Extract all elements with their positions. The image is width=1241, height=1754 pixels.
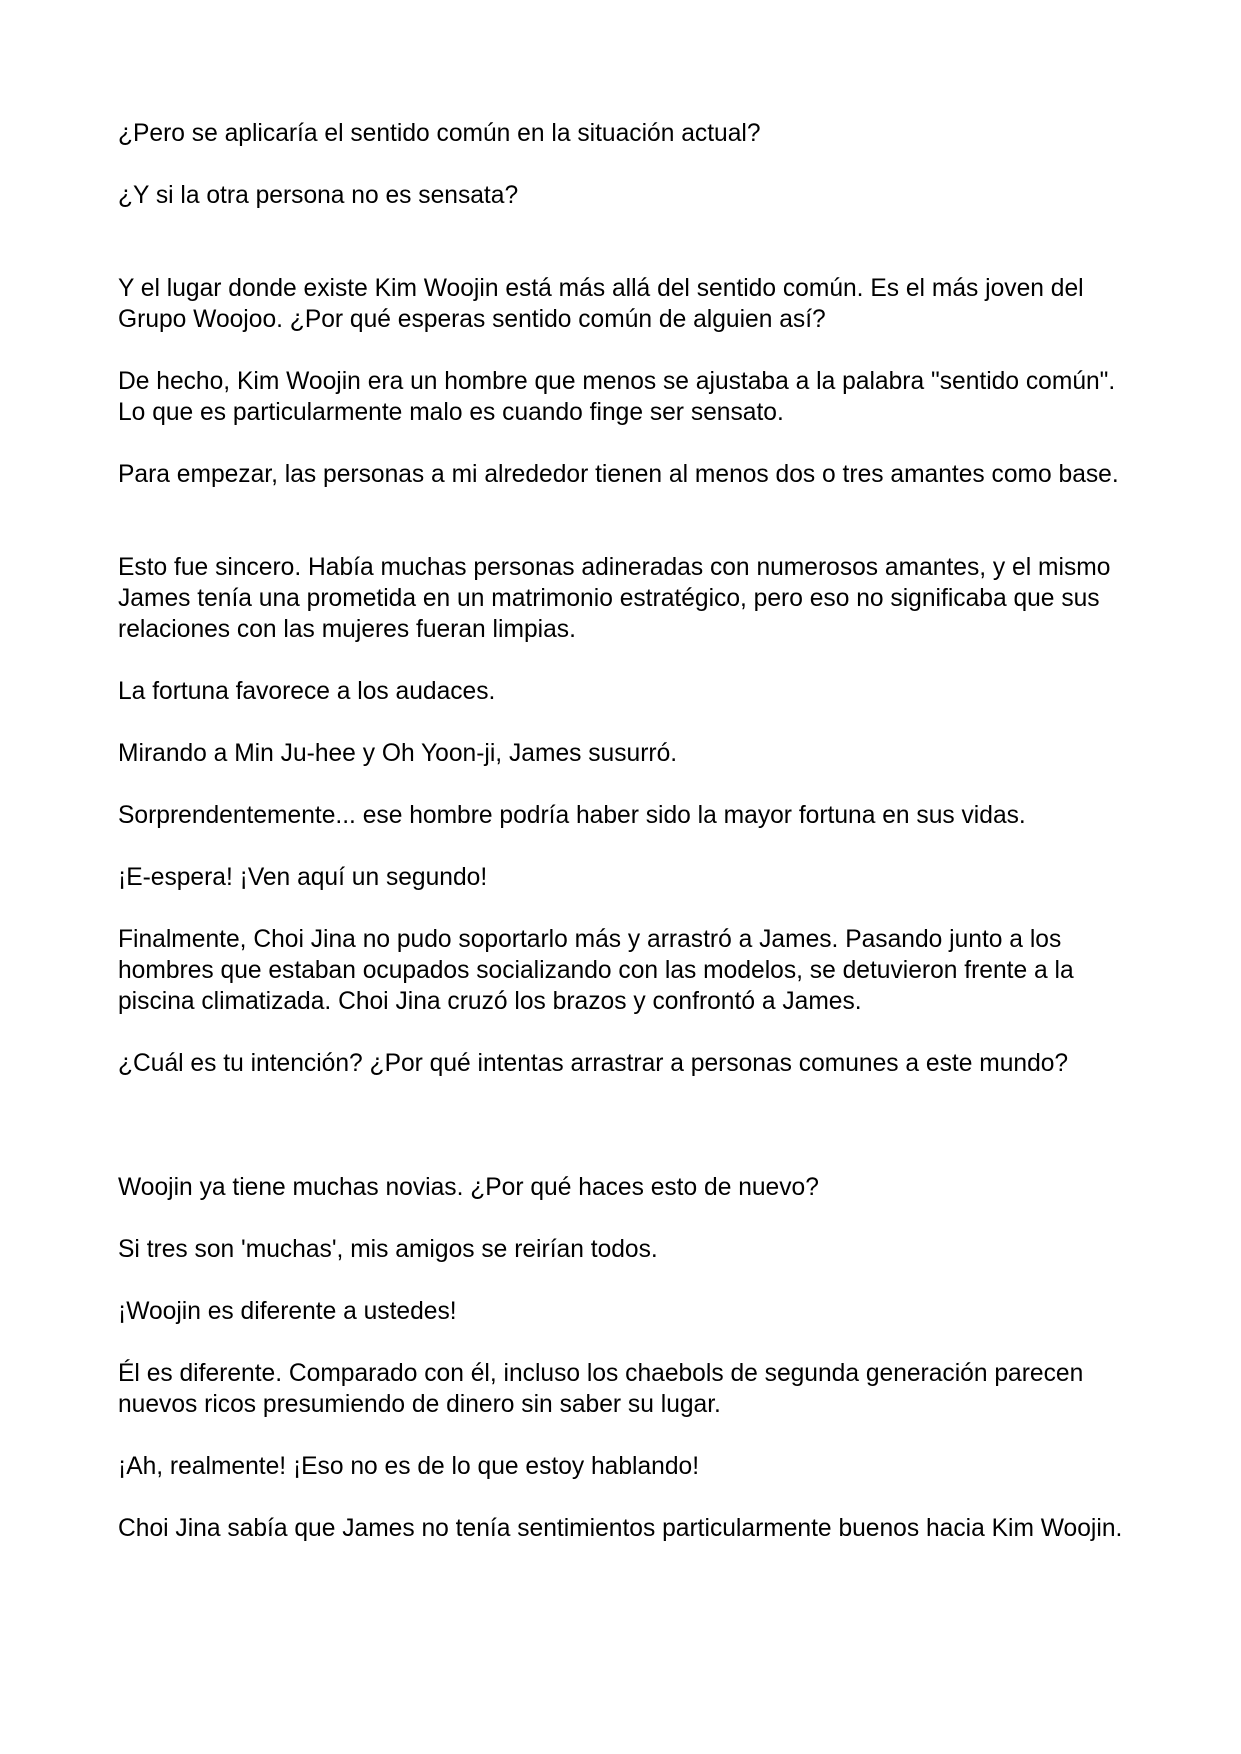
paragraph: Finalmente, Choi Jina no pudo soportarlo más y arrastró a James. Pasando junto a los hombres que estaban ocupados socializando con las modelos, se detuvieron frente a la piscina climatizada. Choi Jina cruzó los brazos y confrontó a James. — [118, 926, 1074, 1015]
paragraph: ¡Woojin es diferente a ustedes! — [118, 1298, 457, 1325]
paragraph: ¡Ah, realmente! ¡Eso no es de lo que estoy hablando! — [118, 1453, 700, 1480]
paragraph: ¿Cuál es tu intención? ¿Por qué intentas arrastrar a personas comunes a este mundo? — [118, 1050, 1069, 1077]
paragraph: Si tres son 'muchas', mis amigos se reirían todos. — [118, 1236, 658, 1263]
paragraph: Para empezar, las personas a mi alrededor tienen al menos dos o tres amantes como base. — [118, 461, 1119, 488]
paragraph: Mirando a Min Ju-hee y Oh Yoon-ji, James susurró. — [118, 740, 678, 767]
paragraph: Y el lugar donde existe Kim Woojin está más allá del sentido común. Es el más joven del Grupo Woojoo. ¿Por qué esperas sentido común de alguien así? — [118, 275, 1084, 333]
paragraph: La fortuna favorece a los audaces. — [118, 678, 496, 705]
paragraph: ¿Y si la otra persona no es sensata? — [118, 182, 519, 209]
paragraph: ¿Pero se aplicaría el sentido común en la situación actual? — [118, 120, 761, 147]
paragraph: Esto fue sincero. Había muchas personas adineradas con numerosos amantes, y el mismo James tenía una prometida en un matrimonio estratégico, pero eso no significaba que sus relaciones con las mujeres fueran limpias. — [118, 554, 1111, 643]
paragraph: Woojin ya tiene muchas novias. ¿Por qué haces esto de nuevo? — [118, 1174, 819, 1201]
paragraph: Choi Jina sabía que James no tenía sentimientos particularmente buenos hacia Kim Woojin. — [118, 1515, 1123, 1542]
paragraph: De hecho, Kim Woojin era un hombre que menos se ajustaba a la palabra "sentido común". Lo que es particularmente malo es cuando finge ser sensato. — [118, 368, 1116, 426]
paragraph: Él es diferente. Comparado con él, incluso los chaebols de segunda generación parecen nuevos ricos presumiendo de dinero sin saber su lugar. — [118, 1360, 1084, 1418]
paragraph: Sorprendentemente... ese hombre podría haber sido la mayor fortuna en sus vidas. — [118, 802, 1026, 829]
paragraph: ¡E-espera! ¡Ven aquí un segundo! — [118, 864, 488, 891]
